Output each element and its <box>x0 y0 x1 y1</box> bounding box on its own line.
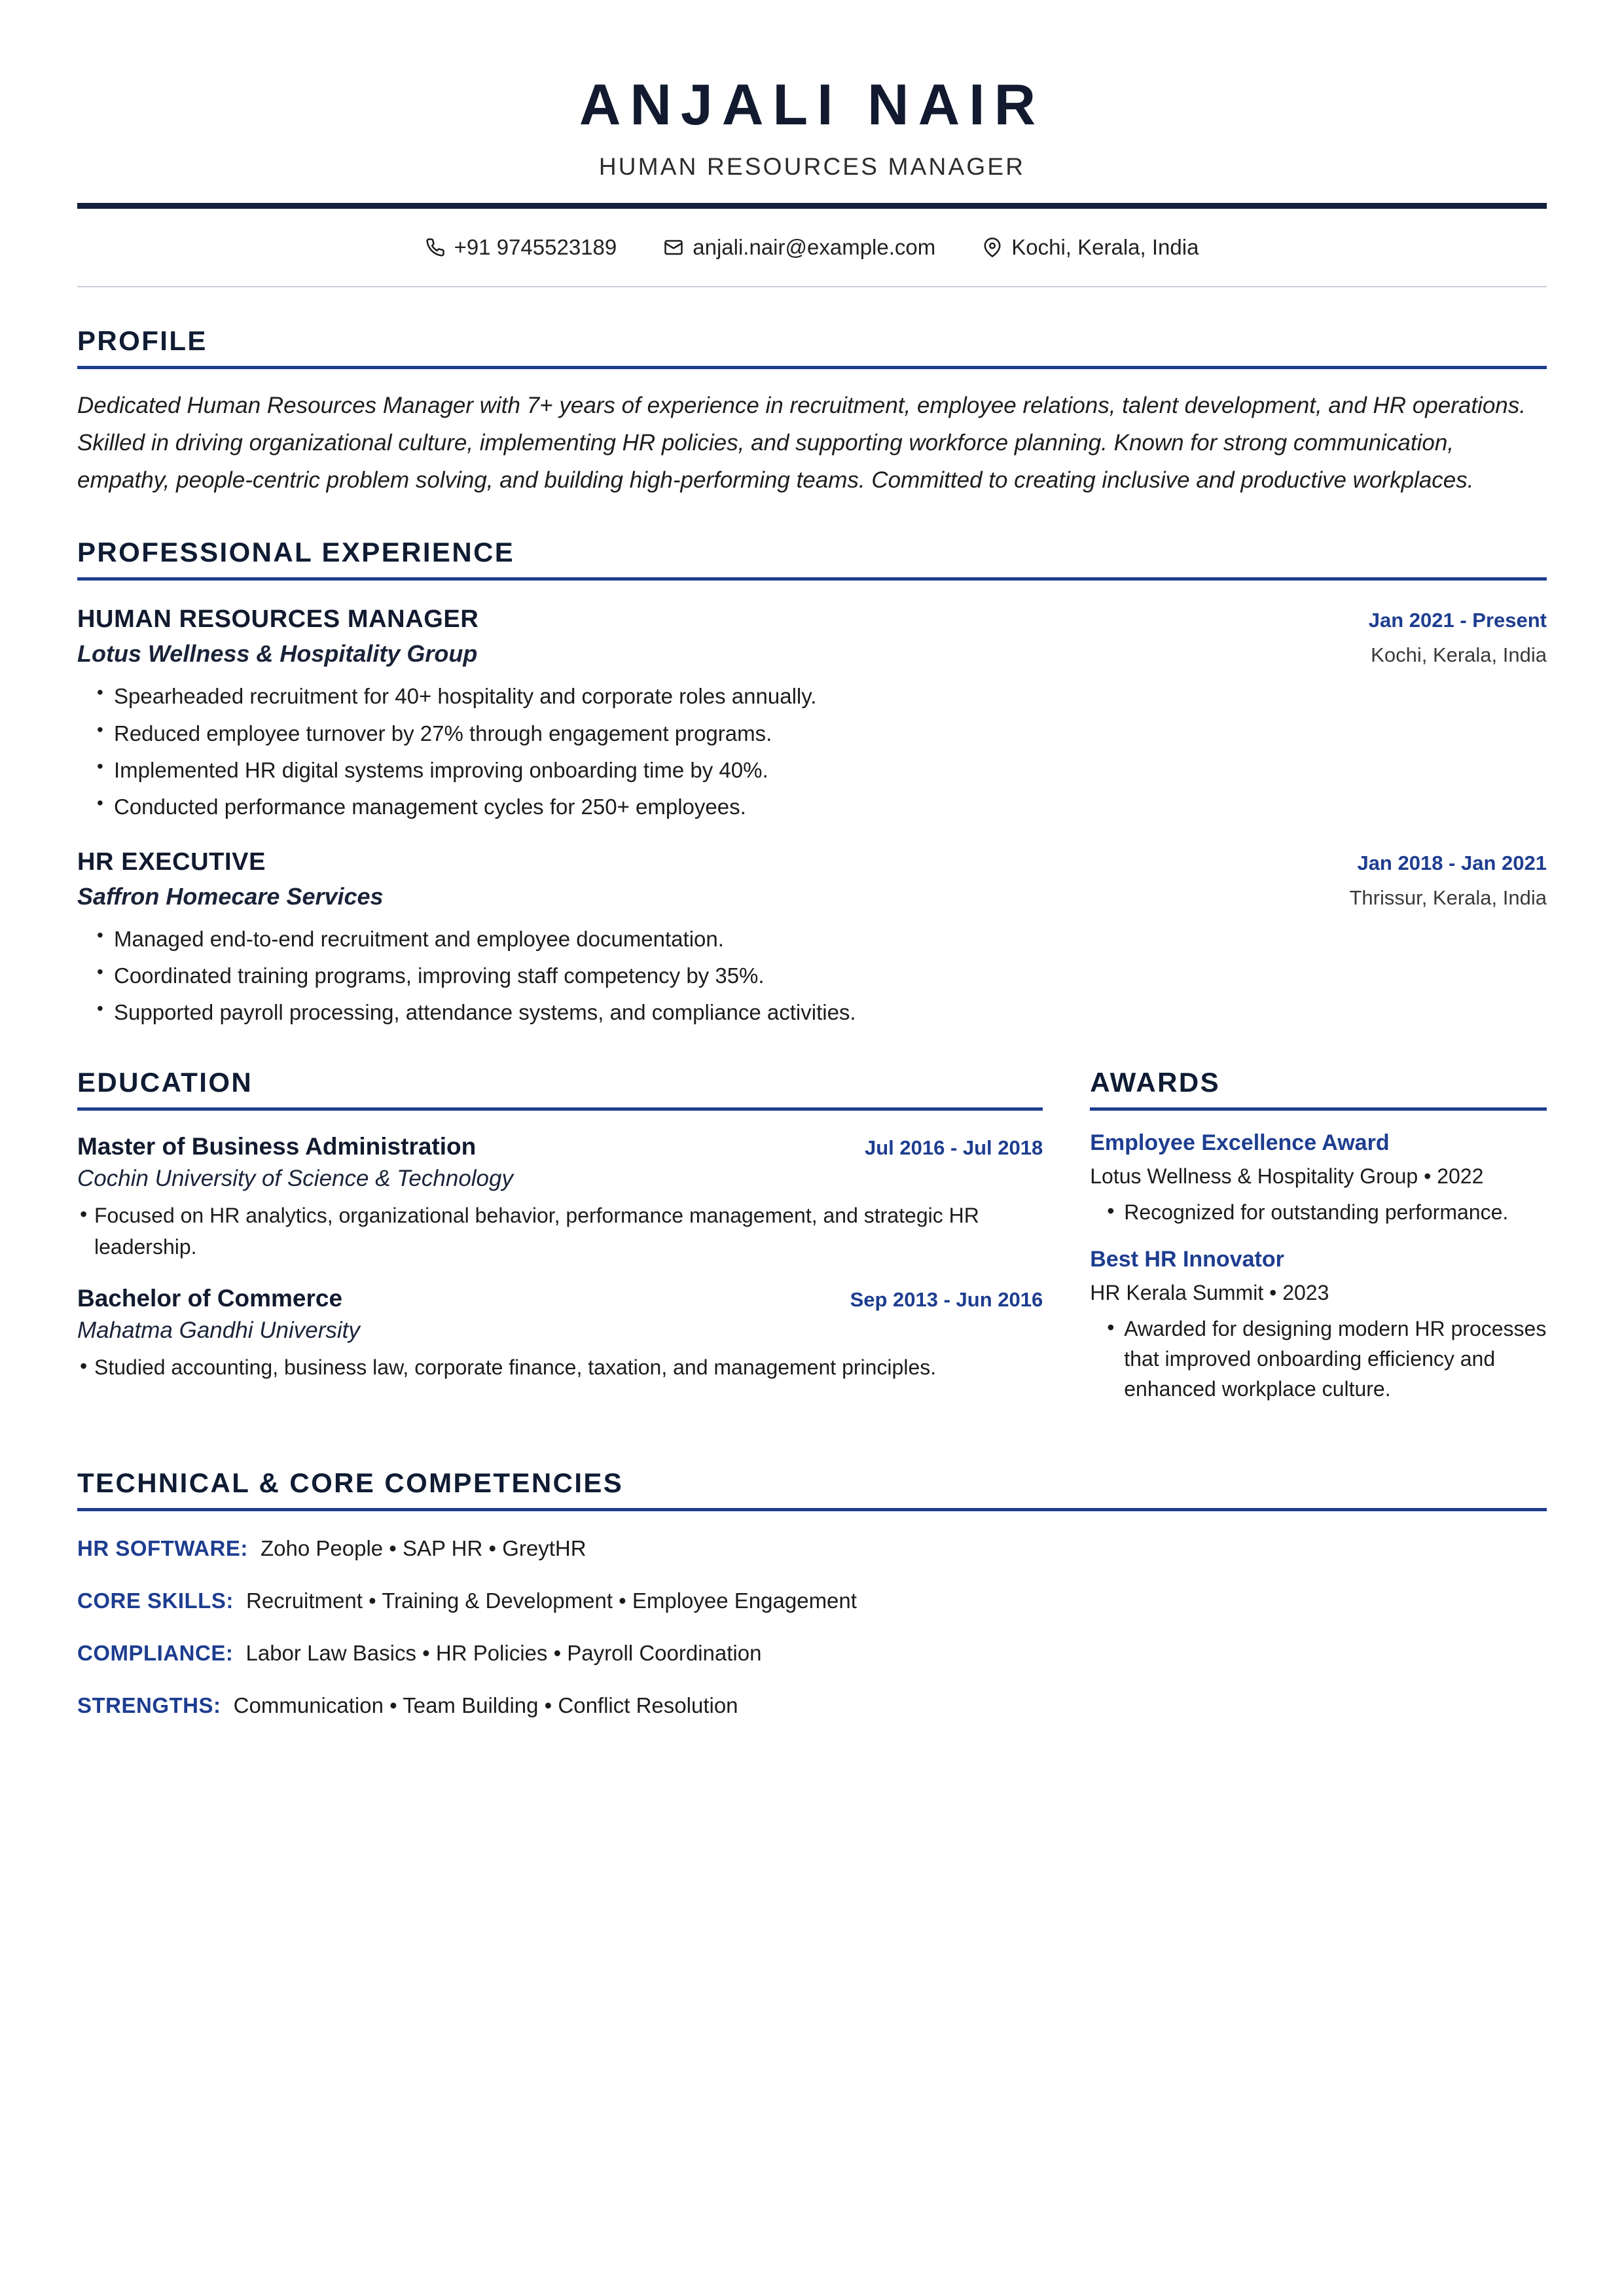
section-awards <box>1090 1067 1547 1404</box>
experience-heading-rule <box>77 577 1547 581</box>
award-description: • Recognized for outstanding performance. <box>1090 1197 1547 1227</box>
experience-job-dates: Jan 2021 - Present <box>1368 609 1547 632</box>
experience-item <box>77 848 1547 1029</box>
experience-heading: PROFESSIONAL EXPERIENCE <box>77 537 515 568</box>
competency-row <box>77 1691 1547 1721</box>
contact-row <box>77 235 1547 260</box>
education-note: • Focused on HR analytics, organizational behavior, performance management, and strategic HR leadership. <box>77 1200 1043 1263</box>
education-awards-row <box>77 1067 1547 1404</box>
awards-heading: AWARDS <box>1090 1067 1220 1098</box>
experience-company: Lotus Wellness & Hospitality Group <box>77 640 478 668</box>
section-profile <box>77 325 1547 499</box>
education-heading: EDUCATION <box>77 1067 253 1098</box>
competency-value: Zoho People • SAP HR • GreytHR <box>261 1535 586 1560</box>
competencies-heading: TECHNICAL & CORE COMPETENCIES <box>77 1467 624 1498</box>
profile-heading: PROFILE <box>77 325 208 357</box>
award-description: • Awarded for designing modern HR processes that improved onboarding efficiency and enhanced workplace culture. <box>1090 1314 1547 1405</box>
education-school: Cochin University of Science & Technology <box>77 1166 513 1192</box>
profile-summary-text: Dedicated Human Resources Manager with 7+ years of experience in recruitment, employee relations, talent development, and HR operations. Skilled in driving organizational culture, implementing HR policies, and supporting workforce planning. Known for strong communication, empathy, people-centric problem solving, and building high-performing teams. Committed to creating inclusive and productive workplaces. <box>77 393 1526 493</box>
award-title: Best HR Innovator <box>1090 1247 1284 1272</box>
competency-label: CORE SKILLS: <box>77 1588 234 1613</box>
competency-value: Labor Law Basics • HR Policies • Payroll Coordination <box>245 1641 762 1666</box>
phone-icon <box>425 238 445 257</box>
contact-location[interactable] <box>983 235 1199 260</box>
competency-value: Communication • Team Building • Conflict Resolution <box>233 1693 738 1718</box>
competency-label: HR SOFTWARE: <box>77 1535 248 1560</box>
contact-email[interactable] <box>664 235 935 260</box>
award-title: Employee Excellence Award <box>1090 1130 1390 1156</box>
experience-bullet: • Reduced employee turnover by 27% through engagement programs. <box>114 717 1547 750</box>
education-dates: Sep 2013 - Jun 2016 <box>850 1288 1043 1312</box>
header-divider <box>77 203 1547 209</box>
section-competencies <box>77 1467 1547 1721</box>
email-icon <box>664 238 683 257</box>
education-dates: Jul 2016 - Jul 2018 <box>864 1136 1043 1160</box>
competency-label: COMPLIANCE: <box>77 1641 234 1666</box>
experience-job-dates: Jan 2018 - Jan 2021 <box>1357 852 1547 875</box>
education-heading-rule <box>77 1107 1043 1111</box>
experience-location: Kochi, Kerala, India <box>1371 643 1547 667</box>
experience-item <box>77 605 1547 823</box>
competency-row <box>77 1638 1547 1668</box>
location-pin-icon <box>983 238 1002 257</box>
award-meta: HR Kerala Summit • 2023 <box>1090 1281 1329 1305</box>
experience-job-title: HUMAN RESOURCES MANAGER <box>77 605 479 634</box>
experience-bullet: • Supported payroll processing, attendance systems, and compliance activities. <box>114 996 1547 1029</box>
profile-heading-rule <box>77 366 1547 369</box>
competency-label: STRENGTHS: <box>77 1693 221 1718</box>
experience-bullet: • Coordinated training programs, improving staff competency by 35%. <box>114 959 1547 992</box>
education-item <box>77 1285 1043 1383</box>
education-degree: Bachelor of Commerce <box>77 1285 343 1312</box>
candidate-name: ANJALI NAIR <box>579 72 1045 137</box>
competency-value: Recruitment • Training & Development • Employee Engagement <box>246 1588 857 1613</box>
contact-phone-text: +91 9745523189 <box>454 235 617 260</box>
experience-company: Saffron Homecare Services <box>77 883 384 910</box>
experience-job-title: HR EXECUTIVE <box>77 848 266 876</box>
education-item <box>77 1133 1043 1263</box>
competency-row <box>77 1586 1547 1616</box>
experience-bullet: • Managed end-to-end recruitment and employee documentation. <box>114 922 1547 956</box>
contact-phone[interactable] <box>425 235 617 260</box>
experience-bullet: • Implemented HR digital systems improving onboarding time by 40%. <box>114 753 1547 787</box>
candidate-job-title: HUMAN RESOURCES MANAGER <box>598 153 1026 181</box>
education-note: • Studied accounting, business law, corporate finance, taxation, and management principles. <box>77 1352 1043 1383</box>
experience-bullets <box>77 679 1547 823</box>
competencies-heading-rule <box>77 1508 1547 1511</box>
competency-row <box>77 1534 1547 1564</box>
experience-bullet: • Spearheaded recruitment for 40+ hospitality and corporate roles annually. <box>114 679 1547 713</box>
experience-bullet: • Conducted performance management cycles for 250+ employees. <box>114 790 1547 823</box>
experience-bullets <box>77 922 1547 1029</box>
award-item <box>1090 1247 1547 1405</box>
awards-heading-rule <box>1090 1107 1547 1111</box>
contact-location-text: Kochi, Kerala, India <box>1011 235 1199 260</box>
contact-email-text: anjali.nair@example.com <box>693 235 936 260</box>
education-school: Mahatma Gandhi University <box>77 1318 360 1344</box>
section-experience <box>77 537 1547 1029</box>
section-education <box>77 1067 1043 1383</box>
resume-header <box>77 72 1547 287</box>
award-meta: Lotus Wellness & Hospitality Group • 2022 <box>1090 1164 1484 1189</box>
contact-divider <box>77 286 1547 287</box>
experience-location: Thrissur, Kerala, India <box>1349 886 1547 910</box>
award-item <box>1090 1130 1547 1227</box>
education-degree: Master of Business Administration <box>77 1133 477 1160</box>
